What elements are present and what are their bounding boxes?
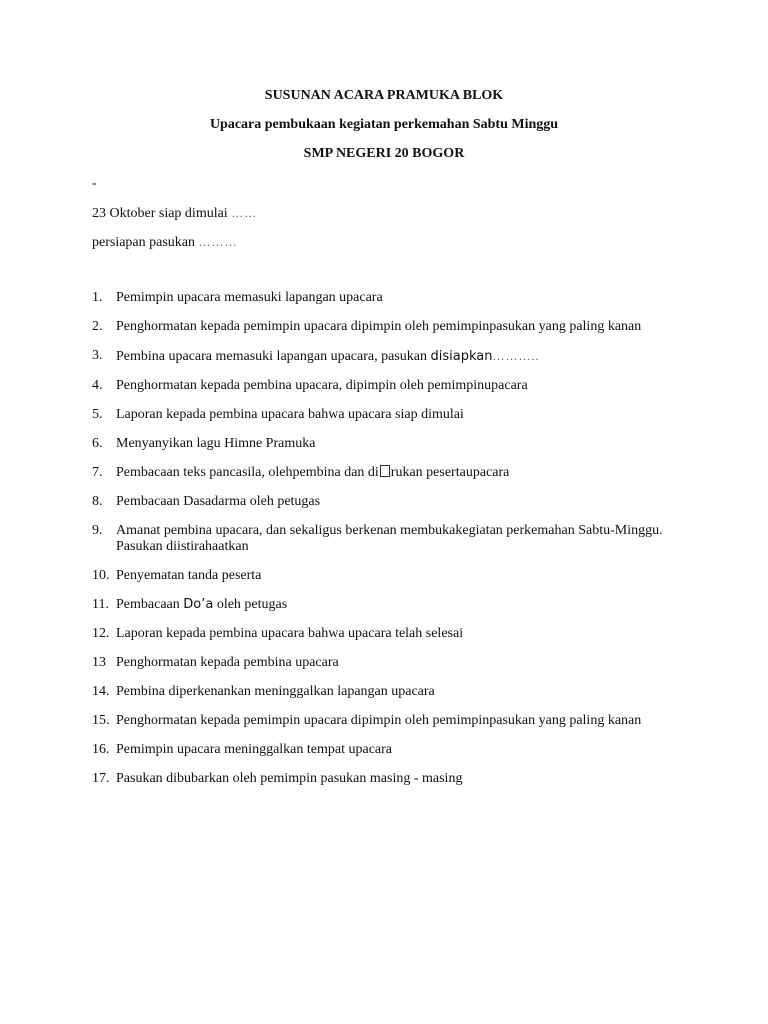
item-number: 15.: [92, 713, 110, 728]
agenda-list: [92, 290, 692, 800]
list-item: [92, 436, 692, 452]
list-item: [92, 348, 692, 365]
item-text: Pembacaan Dasadarma oleh petugas: [116, 494, 321, 509]
item-text-alt-font: Do’a: [183, 597, 214, 612]
item-number: 7.: [92, 465, 103, 480]
school-name: SMP NEGERI 20 BOGOR: [303, 146, 465, 161]
item-text: Laporan kepada pembina upacara bahwa upacara telah selesai: [116, 626, 464, 641]
item-text-rest: oleh petugas: [213, 597, 288, 612]
item-text: Pembacaan teks pancasila, olehpembina dan di: [116, 465, 379, 480]
list-item: [92, 684, 692, 700]
missing-glyph-box: [380, 465, 390, 477]
item-number: 5.: [92, 407, 103, 422]
item-number: 1.: [92, 290, 103, 305]
item-number: 10.: [92, 568, 110, 583]
item-text: Penghormatan kepada pemimpin upacara dipimpin oleh pemimpinpasukan yang paling kanan: [116, 319, 642, 334]
list-item: [92, 319, 692, 335]
item-text: Pemimpin upacara meninggalkan tempat upacara: [116, 742, 393, 757]
item-text-rest: rukan pesertaupacara: [390, 465, 510, 480]
item-text: Penghormatan kepada pemimpin upacara dipimpin oleh pemimpinpasukan yang paling kanan: [116, 713, 642, 728]
item-number: 13: [92, 655, 106, 670]
item-text: Pembina upacara memasuki lapangan upacara, pasukan: [116, 349, 431, 364]
item-text: Pemimpin upacara memasuki lapangan upacara: [116, 290, 383, 305]
item-number: 8.: [92, 494, 103, 509]
list-item: [92, 465, 692, 481]
item-text: Pembina diperkenankan meninggalkan lapangan upacara: [116, 684, 435, 699]
item-text-alt-font: disiapkan: [430, 349, 493, 364]
item-number: 11.: [92, 597, 109, 612]
item-number: 12.: [92, 626, 110, 641]
item-text: Menyanyikan lagu Himne Pramuka: [116, 436, 316, 451]
item-text: Amanat pembina upacara, dan sekaligus berkenan membukakegiatan perkemahan Sabtu-Minggu. Pasukan diistirahaatkan: [116, 523, 663, 554]
item-number: 16.: [92, 742, 110, 757]
item-number: 2.: [92, 319, 103, 334]
item-number: 17.: [92, 771, 110, 786]
prep-text: persiapan pasukan: [92, 235, 199, 250]
item-text: Pasukan dibubarkan oleh pemimpin pasukan masing - masing: [116, 771, 463, 786]
dash-line: -: [92, 176, 97, 191]
start-dots: ……: [231, 206, 258, 220]
list-item: [92, 597, 692, 613]
list-item: [92, 523, 692, 555]
start-line: [92, 205, 257, 222]
document-title: SUSUNAN ACARA PRAMUKA BLOK: [264, 88, 504, 103]
item-number: 14.: [92, 684, 110, 699]
list-item: [92, 742, 692, 758]
item-text: Penghormatan kepada pembina upacara: [116, 655, 339, 670]
list-item: [92, 494, 692, 510]
list-item: [92, 568, 692, 584]
item-number: 3.: [92, 348, 103, 363]
list-item: [92, 655, 692, 671]
item-text: Penghormatan kepada pembina upacara, dipimpin oleh pemimpinupacara: [116, 378, 528, 393]
list-item: [92, 626, 692, 642]
prep-dots: ………: [198, 235, 238, 249]
item-number: 4.: [92, 378, 103, 393]
list-item: [92, 771, 692, 787]
item-text: Pembacaan: [116, 597, 184, 612]
list-item: [92, 407, 692, 423]
list-item: [92, 713, 692, 729]
document-subtitle: Upacara pembukaan kegiatan perkemahan Sabtu Minggu: [209, 117, 559, 132]
list-item: [92, 378, 692, 394]
prep-line: [92, 234, 238, 251]
item-number: 6.: [92, 436, 103, 451]
item-dots: ………..: [492, 349, 540, 363]
item-number: 9.: [92, 523, 103, 538]
item-text: Laporan kepada pembina upacara bahwa upacara siap dimulai: [116, 407, 464, 422]
start-text: 23 Oktober siap dimulai: [92, 206, 232, 221]
list-item: [92, 290, 692, 306]
item-text: Penyematan tanda peserta: [116, 568, 262, 583]
